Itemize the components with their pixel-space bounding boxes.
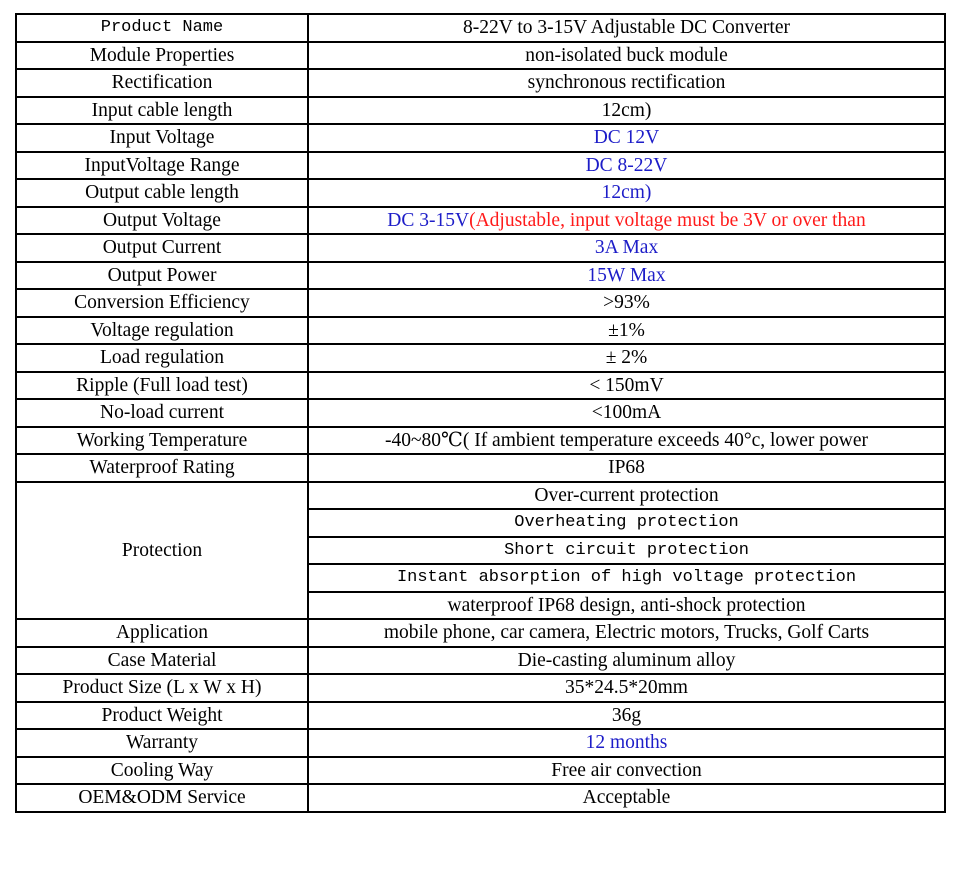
table-row-output-cable-length (16, 179, 945, 207)
label-output-cable-length: Output cable length (16, 179, 308, 207)
label-case-material: Case Material (16, 647, 308, 675)
table-row-warranty (16, 729, 945, 757)
label-ripple: Ripple (Full load test) (16, 372, 308, 400)
table-row-cooling-way (16, 757, 945, 785)
protection-item-high-voltage: Instant absorption of high voltage protection (308, 564, 945, 592)
table-row-product-size (16, 674, 945, 702)
table-row-module-properties (16, 42, 945, 70)
value-module-properties: non-isolated buck module (308, 42, 945, 70)
output-voltage-note: (Adjustable, input voltage must be 3V or over than (469, 209, 866, 231)
value-output-current: 3A Max (308, 234, 945, 262)
label-load-regulation: Load regulation (16, 344, 308, 372)
value-output-cable-length: 12cm) (308, 179, 945, 207)
table-row-case-material (16, 647, 945, 675)
value-input-cable-length: 12cm) (308, 97, 945, 125)
label-output-voltage: Output Voltage (16, 207, 308, 235)
label-no-load-current: No-load current (16, 399, 308, 427)
table-row-load-regulation (16, 344, 945, 372)
table-row-no-load-current (16, 399, 945, 427)
label-output-current: Output Current (16, 234, 308, 262)
table-row-input-voltage (16, 124, 945, 152)
label-protection: Protection (16, 482, 308, 620)
label-rectification: Rectification (16, 69, 308, 97)
value-input-voltage-range: DC 8-22V (308, 152, 945, 180)
label-output-power: Output Power (16, 262, 308, 290)
table-row-product-name (16, 14, 945, 42)
value-output-voltage-cell (308, 207, 945, 235)
spec-table (15, 13, 946, 813)
value-product-size: 35*24.5*20mm (308, 674, 945, 702)
label-product-weight: Product Weight (16, 702, 308, 730)
label-cooling-way: Cooling Way (16, 757, 308, 785)
table-row-output-voltage (16, 207, 945, 235)
protection-item-waterproof: waterproof IP68 design, anti-shock protection (308, 592, 945, 620)
value-waterproof-rating: IP68 (308, 454, 945, 482)
value-case-material: Die-casting aluminum alloy (308, 647, 945, 675)
value-oem-odm: Acceptable (308, 784, 945, 812)
table-row-input-voltage-range (16, 152, 945, 180)
label-oem-odm: OEM&ODM Service (16, 784, 308, 812)
label-conversion-efficiency: Conversion Efficiency (16, 289, 308, 317)
table-row-rectification (16, 69, 945, 97)
label-input-voltage-range: InputVoltage Range (16, 152, 308, 180)
value-output-voltage: DC 3-15V (387, 209, 470, 231)
label-module-properties: Module Properties (16, 42, 308, 70)
value-ripple: < 150mV (308, 372, 945, 400)
label-voltage-regulation: Voltage regulation (16, 317, 308, 345)
value-warranty: 12 months (308, 729, 945, 757)
value-output-power: 15W Max (308, 262, 945, 290)
table-row-protection (16, 482, 945, 510)
table-row-application (16, 619, 945, 647)
protection-item-over-current: Over-current protection (308, 482, 945, 510)
value-no-load-current: <100mA (308, 399, 945, 427)
value-application: mobile phone, car camera, Electric motors, Trucks, Golf Carts (308, 619, 945, 647)
value-product-weight: 36g (308, 702, 945, 730)
value-working-temperature: -40~80℃( If ambient temperature exceeds 40°c, lower power (308, 427, 945, 455)
table-row-working-temperature (16, 427, 945, 455)
protection-item-short-circuit: Short circuit protection (308, 537, 945, 565)
table-row-output-power (16, 262, 945, 290)
table-row-waterproof-rating (16, 454, 945, 482)
value-input-voltage: DC 12V (308, 124, 945, 152)
protection-item-overheating: Overheating protection (308, 509, 945, 537)
value-voltage-regulation: ±1% (308, 317, 945, 345)
table-row-oem-odm (16, 784, 945, 812)
table-row-voltage-regulation (16, 317, 945, 345)
label-product-name: Product Name (16, 14, 308, 42)
label-working-temperature: Working Temperature (16, 427, 308, 455)
label-application: Application (16, 619, 308, 647)
table-row-output-current (16, 234, 945, 262)
label-waterproof-rating: Waterproof Rating (16, 454, 308, 482)
value-cooling-way: Free air convection (308, 757, 945, 785)
table-row-input-cable-length (16, 97, 945, 125)
value-load-regulation: ± 2% (308, 344, 945, 372)
label-input-cable-length: Input cable length (16, 97, 308, 125)
value-conversion-efficiency: >93% (308, 289, 945, 317)
table-row-conversion-efficiency (16, 289, 945, 317)
label-product-size: Product Size (L x W x H) (16, 674, 308, 702)
table-row-ripple (16, 372, 945, 400)
label-warranty: Warranty (16, 729, 308, 757)
value-rectification: synchronous rectification (308, 69, 945, 97)
label-input-voltage: Input Voltage (16, 124, 308, 152)
table-row-product-weight (16, 702, 945, 730)
value-product-name: 8-22V to 3-15V Adjustable DC Converter (308, 14, 945, 42)
